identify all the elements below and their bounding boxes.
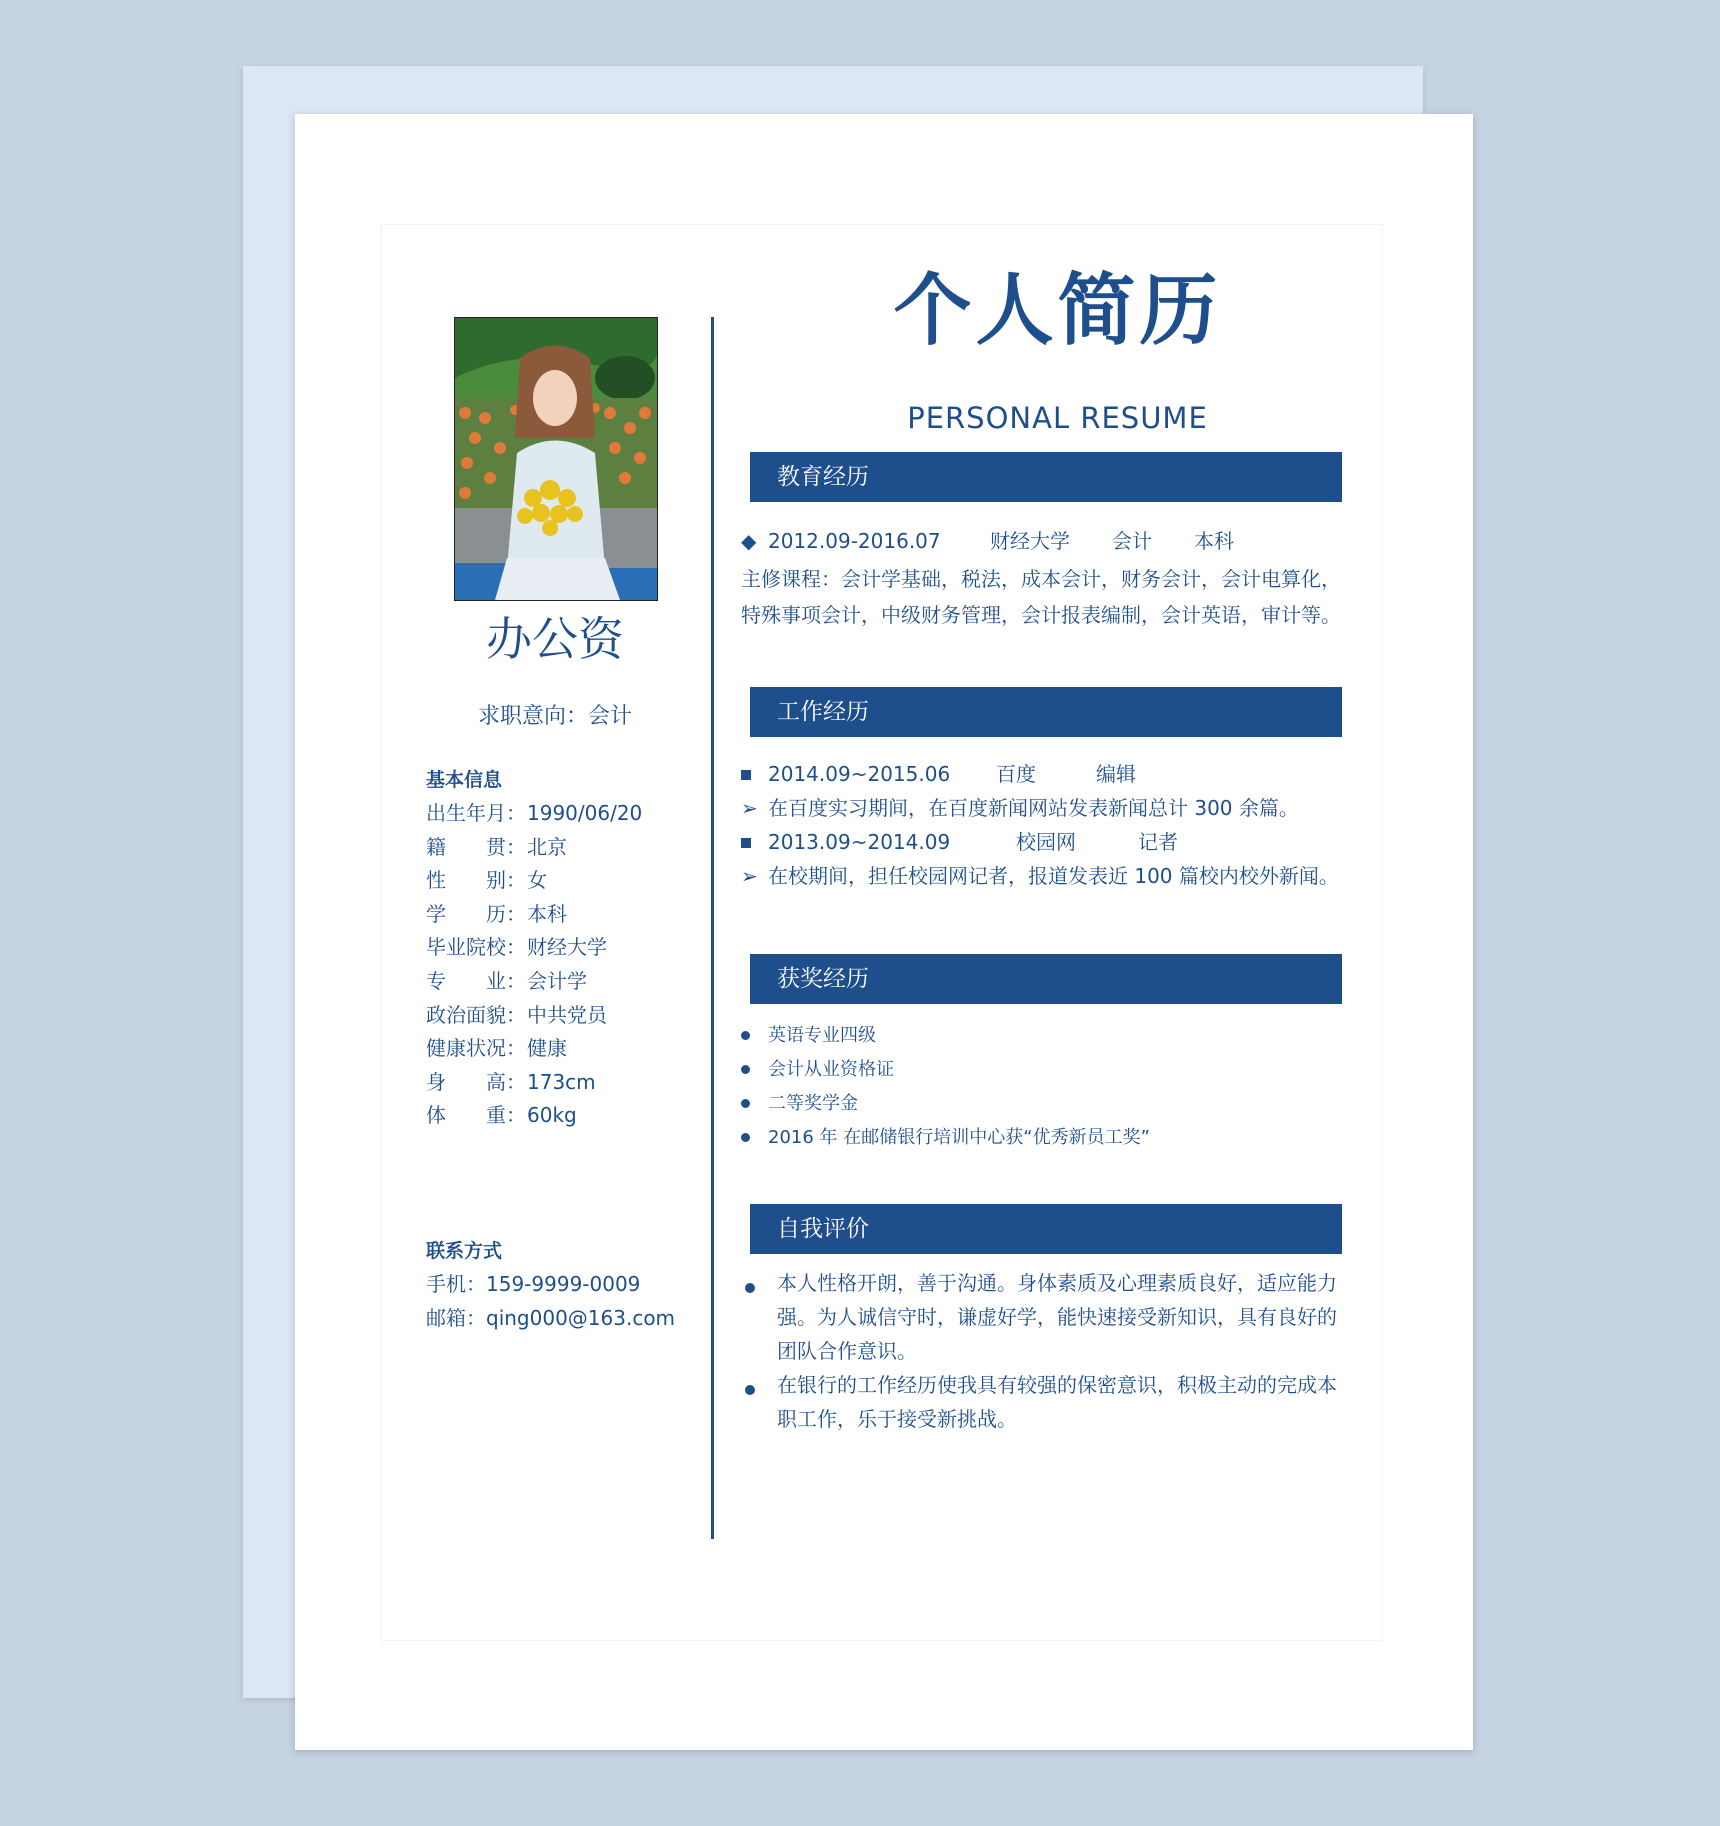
info-row-height [426, 1066, 642, 1100]
job-intent-label: 求职意向： [477, 704, 588, 729]
education-degree: 本科 [1194, 529, 1234, 553]
education-entry [741, 529, 1234, 553]
courses-line: 特殊事项会计，中级财务管理，会计报表编制，会计英语，审计等。 [741, 603, 1341, 627]
basic-info-list [426, 797, 642, 1133]
work-org: 百度 [996, 762, 1036, 786]
info-row-weight [426, 1099, 642, 1133]
info-label: 专 业： [426, 968, 526, 993]
info-value: 北京 [527, 834, 567, 859]
contact-list [426, 1268, 675, 1335]
email-value[interactable]: qing000@163.com [486, 1305, 676, 1330]
work-desc [741, 864, 1339, 888]
award-item [741, 1059, 894, 1081]
contact-phone [426, 1268, 675, 1302]
page-title: 个人简历 [893, 266, 1222, 356]
self-eval-item: 在银行的工作经历使我具有较强的保密意识，积极主动的完成本职工作，乐于接受新挑战。 [777, 1373, 1337, 1431]
profile-photo [454, 317, 658, 601]
info-value: 本科 [527, 901, 567, 926]
info-row-education [426, 898, 642, 932]
education-heading-bar [750, 452, 1342, 502]
info-row-hometown [426, 831, 642, 865]
diamond-icon: ◆ [741, 529, 757, 553]
info-value: 财经大学 [527, 935, 607, 960]
job-intent-value: 会计 [588, 704, 633, 729]
self-eval-heading: 自我评价 [777, 1216, 869, 1242]
education-courses [741, 561, 1341, 633]
phone-label: 手机： [426, 1272, 486, 1296]
dot-bullet-icon [745, 1283, 755, 1293]
info-label: 政治面貌： [426, 1002, 526, 1027]
awards-heading: 获奖经历 [777, 966, 869, 992]
info-label: 身 高： [426, 1069, 526, 1094]
work-period: 2014.09~2015.06 [768, 762, 951, 786]
info-label: 性 别： [426, 868, 526, 893]
award-text: 2016 年 在邮储银行培训中心获“优秀新员工奖” [768, 1127, 1150, 1148]
info-value: 中共党员 [527, 1002, 607, 1027]
award-item [741, 1025, 876, 1047]
work-entry [741, 762, 1136, 786]
awards-heading-bar [750, 954, 1342, 1004]
candidate-name: 办公资 [486, 612, 624, 666]
info-value: 会计学 [527, 968, 587, 993]
self-eval-item: 本人性格开朗，善于沟通。身体素质及心理素质良好，适应能力强。为人诚信守时，谦虚好学，能快速接受新知识，具有良好的团队合作意识。 [777, 1271, 1337, 1363]
work-desc-text: 在百度实习期间，在百度新闻网站发表新闻总计 300 余篇。 [768, 796, 1299, 820]
work-role: 记者 [1138, 830, 1178, 854]
basic-info-heading: 基本信息 [426, 769, 503, 791]
work-heading: 工作经历 [777, 699, 869, 725]
dot-bullet-icon [741, 1133, 750, 1142]
work-org: 校园网 [1016, 830, 1076, 854]
work-heading-bar [750, 687, 1342, 737]
square-bullet-icon [741, 770, 751, 780]
info-value: 1990/06/20 [527, 801, 643, 825]
work-desc-text: 在校期间，担任校园网记者，报道发表近 100 篇校内校外新闻。 [768, 864, 1339, 888]
info-label: 毕业院校： [426, 935, 526, 960]
info-row-birth [426, 797, 642, 831]
phone-value[interactable]: 159-9999-0009 [486, 1272, 641, 1296]
award-text: 二等奖学金 [768, 1093, 858, 1114]
work-entry [741, 830, 1178, 854]
info-label: 籍 贯： [426, 834, 526, 859]
dot-bullet-icon [745, 1385, 755, 1395]
info-row-school [426, 931, 642, 965]
info-value: 173cm [527, 1069, 596, 1094]
work-role: 编辑 [1096, 762, 1136, 786]
education-period: 2012.09-2016.07 [768, 529, 941, 553]
arrow-bullet-icon: ➢ [741, 796, 758, 820]
info-row-major [426, 965, 642, 999]
info-label: 体 重： [426, 1103, 526, 1128]
info-value: 健康 [527, 1036, 567, 1061]
contact-heading: 联系方式 [426, 1240, 503, 1262]
work-period: 2013.09~2014.09 [768, 830, 951, 854]
job-intent [406, 704, 704, 730]
contact-email [426, 1302, 675, 1336]
award-text: 英语专业四级 [768, 1025, 876, 1046]
education-heading: 教育经历 [777, 464, 869, 490]
info-row-politics [426, 999, 642, 1033]
award-item [741, 1093, 858, 1115]
dot-bullet-icon [741, 1065, 750, 1074]
info-value: 60kg [527, 1103, 577, 1128]
arrow-bullet-icon: ➢ [741, 864, 758, 888]
work-desc [741, 796, 1299, 820]
award-text: 会计从业资格证 [768, 1059, 894, 1080]
info-label: 健康状况： [426, 1036, 526, 1061]
column-divider [711, 317, 714, 1539]
email-label: 邮箱： [426, 1305, 486, 1330]
resume-page [295, 114, 1473, 1750]
info-value: 女 [527, 868, 547, 893]
info-label: 出生年月： [426, 801, 526, 825]
courses-line: 主修课程：会计学基础，税法，成本会计，财务会计，会计电算化， [741, 567, 1341, 591]
self-eval-heading-bar [750, 1204, 1342, 1254]
info-row-gender [426, 864, 642, 898]
info-label: 学 历： [426, 901, 526, 926]
dot-bullet-icon [741, 1031, 750, 1040]
info-row-health [426, 1032, 642, 1066]
page-subtitle: PERSONAL RESUME [907, 401, 1208, 435]
award-item [741, 1127, 1150, 1149]
square-bullet-icon [741, 838, 751, 848]
education-school: 财经大学 [990, 529, 1070, 553]
education-major: 会计 [1112, 529, 1152, 553]
dot-bullet-icon [741, 1099, 750, 1108]
